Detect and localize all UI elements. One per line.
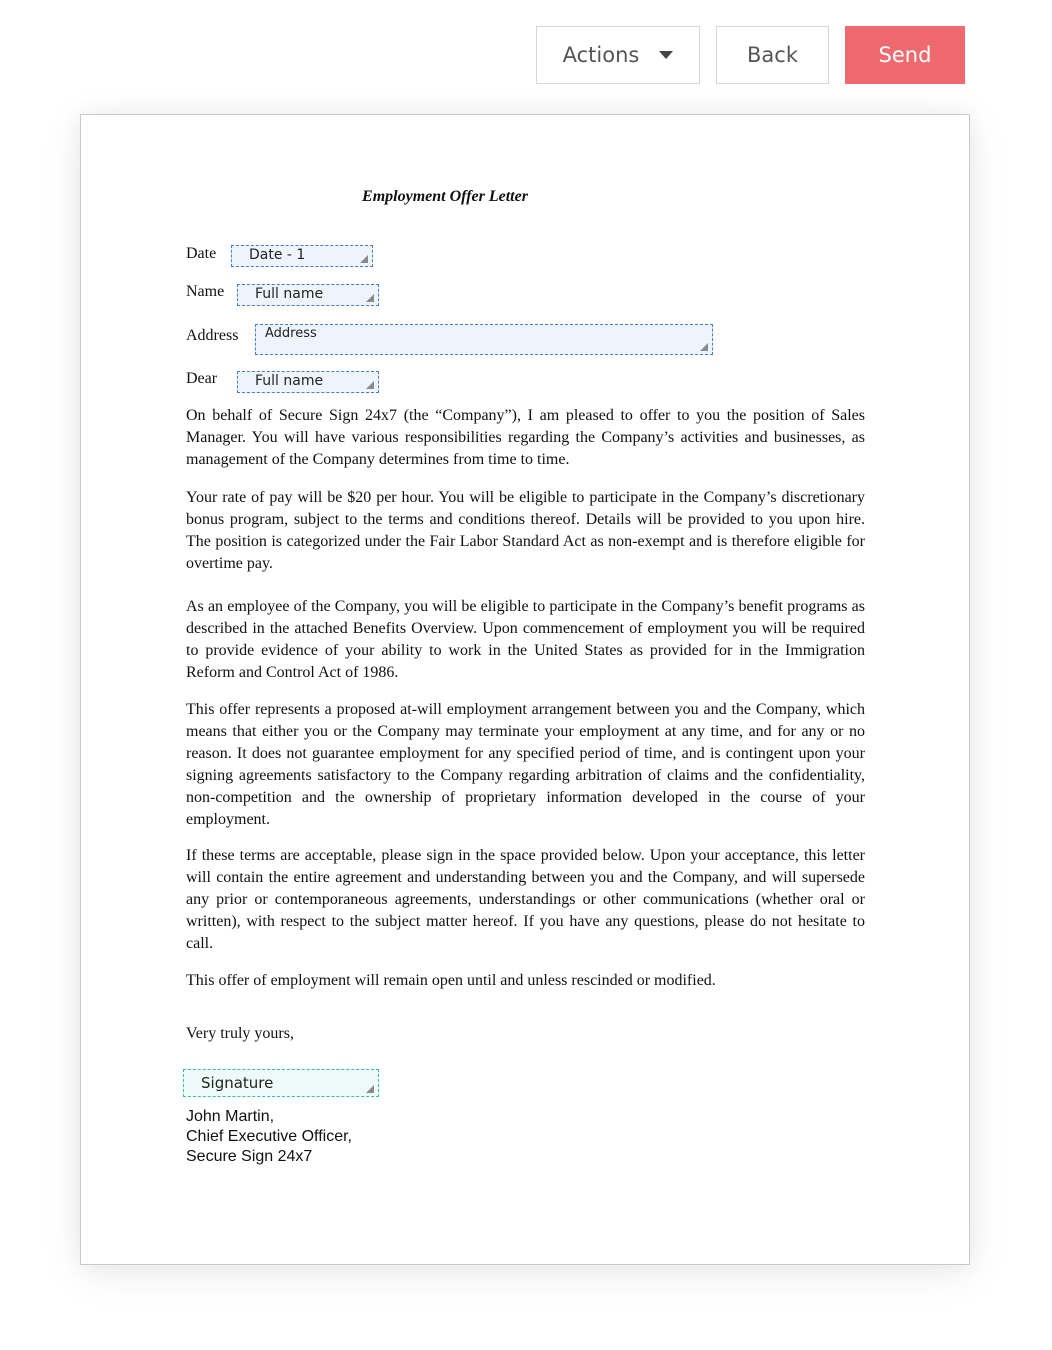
body-paragraph-6: This offer of employment will remain open until and unless rescinded or modified. xyxy=(186,972,716,989)
name-label: Name xyxy=(186,283,225,300)
address-field-value: Address xyxy=(265,326,317,341)
full-name-field[interactable] xyxy=(237,284,379,306)
resize-handle-icon[interactable] xyxy=(700,343,708,351)
date-field-value: Date - 1 xyxy=(249,247,306,263)
body-paragraph-5: If these terms are acceptable, please sign in the space provided below. Upon your acceptance, this letter will contain the entire agreement and understanding between you and the Company, and will supersede any prior or contemporaneous agreements, understandings or other communications (whether oral or written), with respect to the subject matter hereof. If you have any questions, please do not hesitate to call. xyxy=(186,847,865,952)
signer-company: Secure Sign 24x7 xyxy=(186,1148,313,1165)
body-paragraph-2: Your rate of pay will be $20 per hour. You will be eligible to participate in the Company’s discretionary bonus program, subject to the terms and conditions thereof. Details will be provided to you upon hire. The position is categorized under the Fair Labor Standard Act as non-exempt and is therefore eligible for overtime pay. xyxy=(186,489,865,572)
signer-title: Chief Executive Officer, xyxy=(186,1128,352,1145)
back-button[interactable]: Back xyxy=(716,26,829,84)
closing-text: Very truly yours, xyxy=(186,1025,294,1042)
signature-field-label: Signature xyxy=(201,1074,274,1092)
caret-down-icon xyxy=(659,51,673,59)
resize-handle-icon[interactable] xyxy=(366,381,374,389)
resize-handle-icon[interactable] xyxy=(366,1085,374,1093)
actions-dropdown-button[interactable] xyxy=(536,26,700,84)
send-button[interactable]: Send xyxy=(845,26,965,84)
full-name-field-value: Full name xyxy=(255,286,324,302)
dear-name-field[interactable] xyxy=(237,371,379,393)
address-label: Address xyxy=(186,327,239,344)
date-field[interactable] xyxy=(231,245,373,267)
resize-handle-icon[interactable] xyxy=(360,255,368,263)
dear-name-field-value: Full name xyxy=(255,373,324,389)
body-paragraph-1: On behalf of Secure Sign 24x7 (the “Company”), I am pleased to offer to you the position of Sales Manager. You will have various responsibilities regarding the Company’s activities and businesses, as management of the Company determines from time to time. xyxy=(186,407,865,468)
address-field[interactable] xyxy=(255,324,713,355)
resize-handle-icon[interactable] xyxy=(366,294,374,302)
actions-label: Actions xyxy=(562,43,640,67)
document-title: Employment Offer Letter xyxy=(362,188,528,205)
signer-name: John Martin, xyxy=(186,1108,275,1125)
body-paragraph-3: As an employee of the Company, you will be eligible to participate in the Company’s benefit programs as described in the attached Benefits Overview. Upon commencement of employment you will be required to provide evidence of your ability to work in the United States as provided for in the Immigration Reform and Control Act of 1986. xyxy=(186,598,865,681)
body-paragraph-4: This offer represents a proposed at-will employment arrangement between you and the Company, which means that either you or the Company may terminate your employment at any time, and for any or no reason. It does not guarantee employment for any specified period of time, and is contingent upon your signing agreements satisfactory to the Company regarding arbitration of claims and the confidentiality, non-competition and the ownership of proprietary information developed in the course of your employment. xyxy=(186,701,865,828)
date-label: Date xyxy=(186,245,217,262)
dear-label: Dear xyxy=(186,370,218,387)
signature-field[interactable] xyxy=(183,1069,379,1097)
